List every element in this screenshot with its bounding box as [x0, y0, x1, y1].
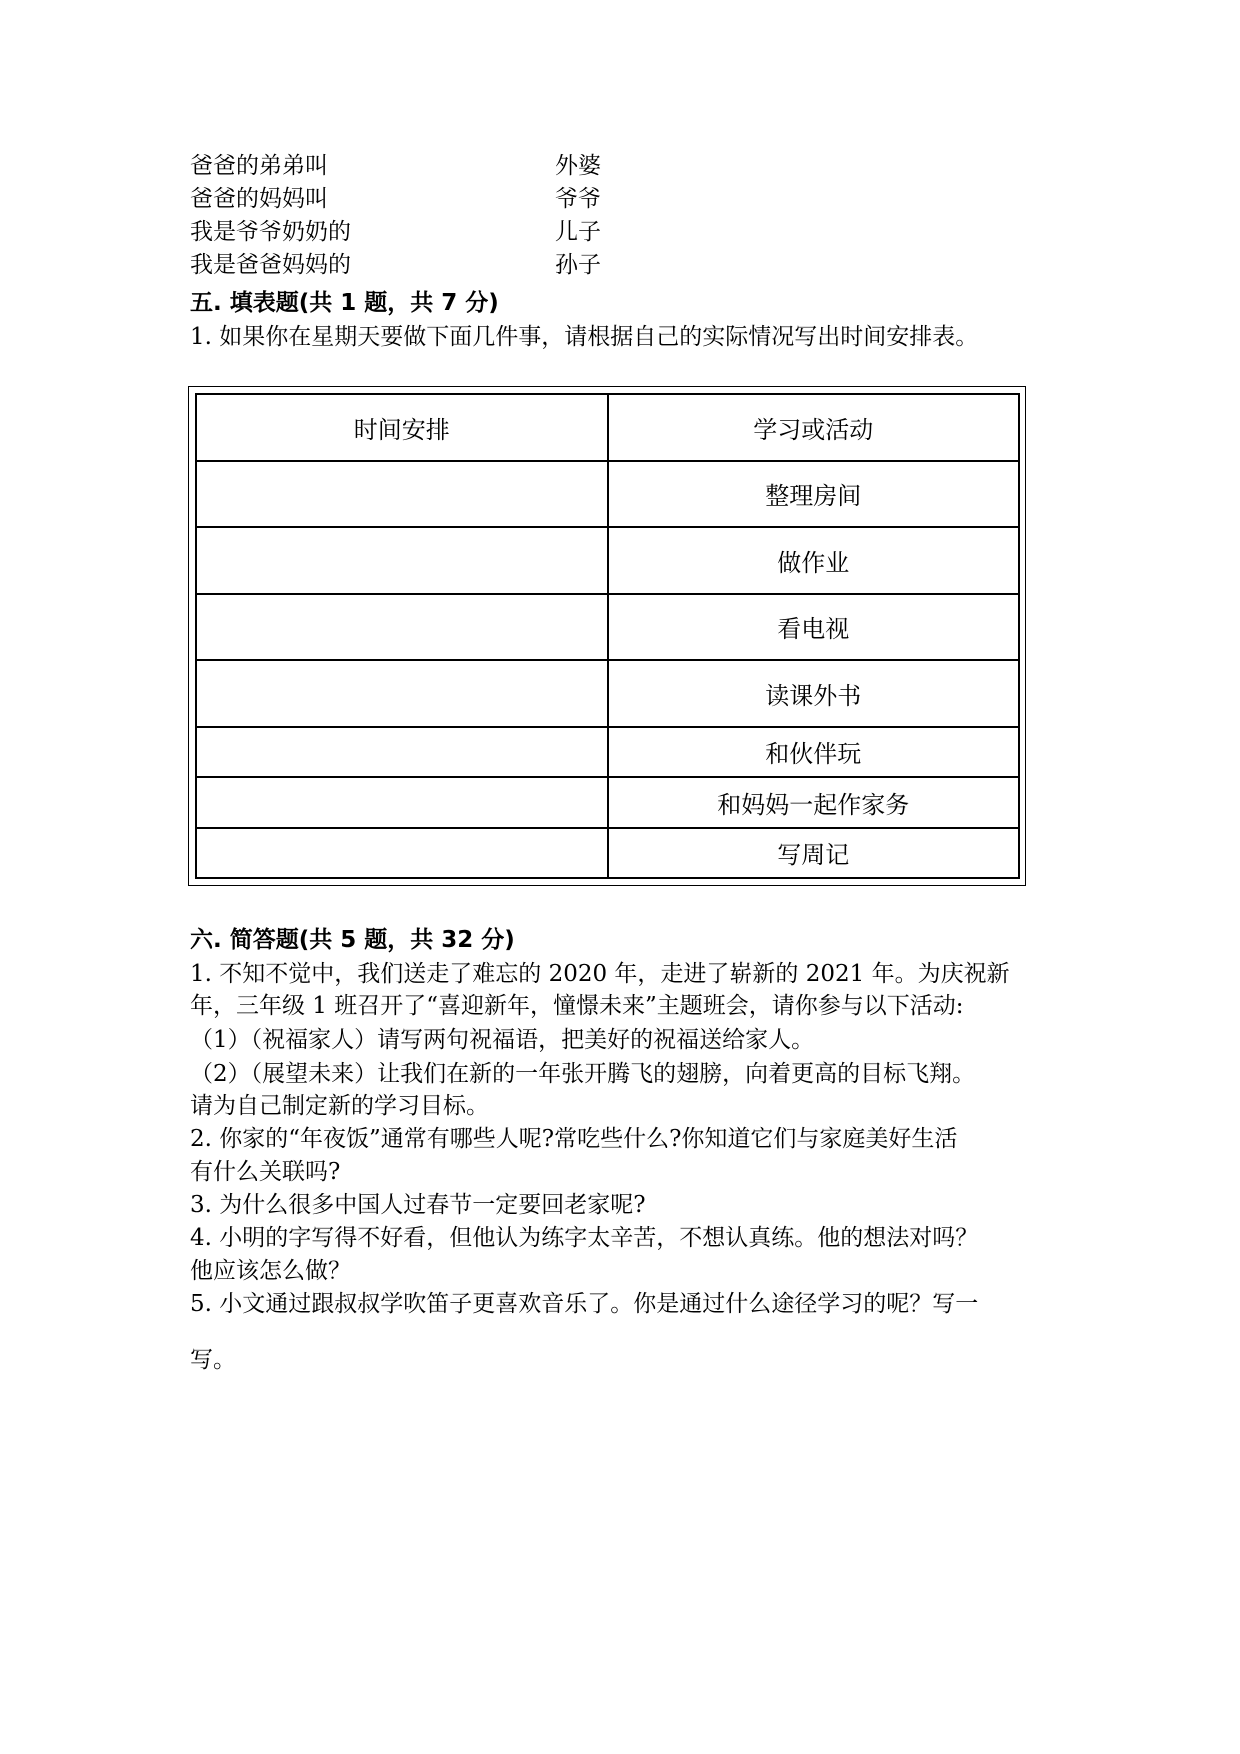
- section6-line: 3. 为什么很多中国人过春节一定要回老家呢?: [190, 1192, 646, 1218]
- section6-line: （2）（展望未来）让我们在新的一年张开腾飞的翅膀，向着更高的目标飞翔。: [190, 1061, 976, 1087]
- table-row: [196, 727, 1019, 777]
- section6-line: 他应该怎么做？: [190, 1258, 351, 1284]
- matching-left-1: 爸爸的弟弟叫: [190, 153, 328, 179]
- table-row: [196, 461, 1019, 528]
- activity-cell: 写周记: [608, 828, 1020, 878]
- table-row: [196, 777, 1019, 827]
- section6-line: 1. 不知不觉中，我们送走了难忘的 2020 年，走进了崭新的 2021 年。为庆祝新: [190, 961, 1010, 987]
- matching-right-1: 外婆: [555, 153, 601, 179]
- activity-cell: 和伙伴玩: [608, 727, 1020, 777]
- table-row: [196, 594, 1019, 661]
- section6-line: 4. 小明的字写得不好看，但他认为练字太辛苦，不想认真练。他的想法对吗？: [190, 1225, 979, 1251]
- matching-left-4: 我是爸爸妈妈的: [190, 252, 351, 278]
- activity-cell: 和妈妈一起作家务: [608, 777, 1020, 827]
- section6-line: 5. 小文通过跟叔叔学吹笛子更喜欢音乐了。你是通过什么途径学习的呢？写一: [190, 1291, 979, 1317]
- time-cell[interactable]: [196, 461, 608, 528]
- section6-line: （1）（祝福家人）请写两句祝福语，把美好的祝福送给家人。: [190, 1027, 815, 1053]
- section6-line: 有什么关联吗?: [190, 1159, 341, 1185]
- matching-right-4: 孙子: [555, 252, 601, 278]
- time-cell[interactable]: [196, 777, 608, 827]
- activity-cell: 看电视: [608, 594, 1020, 661]
- matching-left-2: 爸爸的妈妈叫: [190, 186, 328, 212]
- time-cell[interactable]: [196, 594, 608, 661]
- section6-line: 写。: [190, 1347, 236, 1373]
- section6-line: 请为自己制定新的学习目标。: [190, 1093, 489, 1119]
- time-cell[interactable]: [196, 527, 608, 594]
- table-header-row: [196, 394, 1019, 461]
- table-row: [196, 828, 1019, 878]
- schedule-table: [195, 393, 1020, 879]
- time-cell[interactable]: [196, 828, 608, 878]
- time-cell[interactable]: [196, 727, 608, 777]
- activity-cell: 读课外书: [608, 660, 1020, 727]
- matching-right-3: 儿子: [555, 219, 601, 245]
- section6-line: 年，三年级 1 班召开了“喜迎新年，憧憬未来”主题班会，请你参与以下活动:: [190, 993, 964, 1019]
- table-row: [196, 660, 1019, 727]
- time-cell[interactable]: [196, 660, 608, 727]
- section6-heading: 六. 简答题(共 5 题，共 32 分): [190, 927, 515, 953]
- matching-right-2: 爷爷: [555, 186, 601, 212]
- table-row: [196, 527, 1019, 594]
- header-activity: 学习或活动: [608, 394, 1020, 461]
- header-time: 时间安排: [196, 394, 608, 461]
- section5-heading: 五. 填表题(共 1 题，共 7 分): [190, 290, 499, 316]
- section6-line: 2. 你家的“年夜饭”通常有哪些人呢?常吃些什么?你知道它们与家庭美好生活: [190, 1126, 958, 1152]
- activity-cell: 整理房间: [608, 461, 1020, 528]
- activity-cell: 做作业: [608, 527, 1020, 594]
- section5-question: 1. 如果你在星期天要做下面几件事，请根据自己的实际情况写出时间安排表。: [190, 324, 979, 350]
- matching-left-3: 我是爷爷奶奶的: [190, 219, 351, 245]
